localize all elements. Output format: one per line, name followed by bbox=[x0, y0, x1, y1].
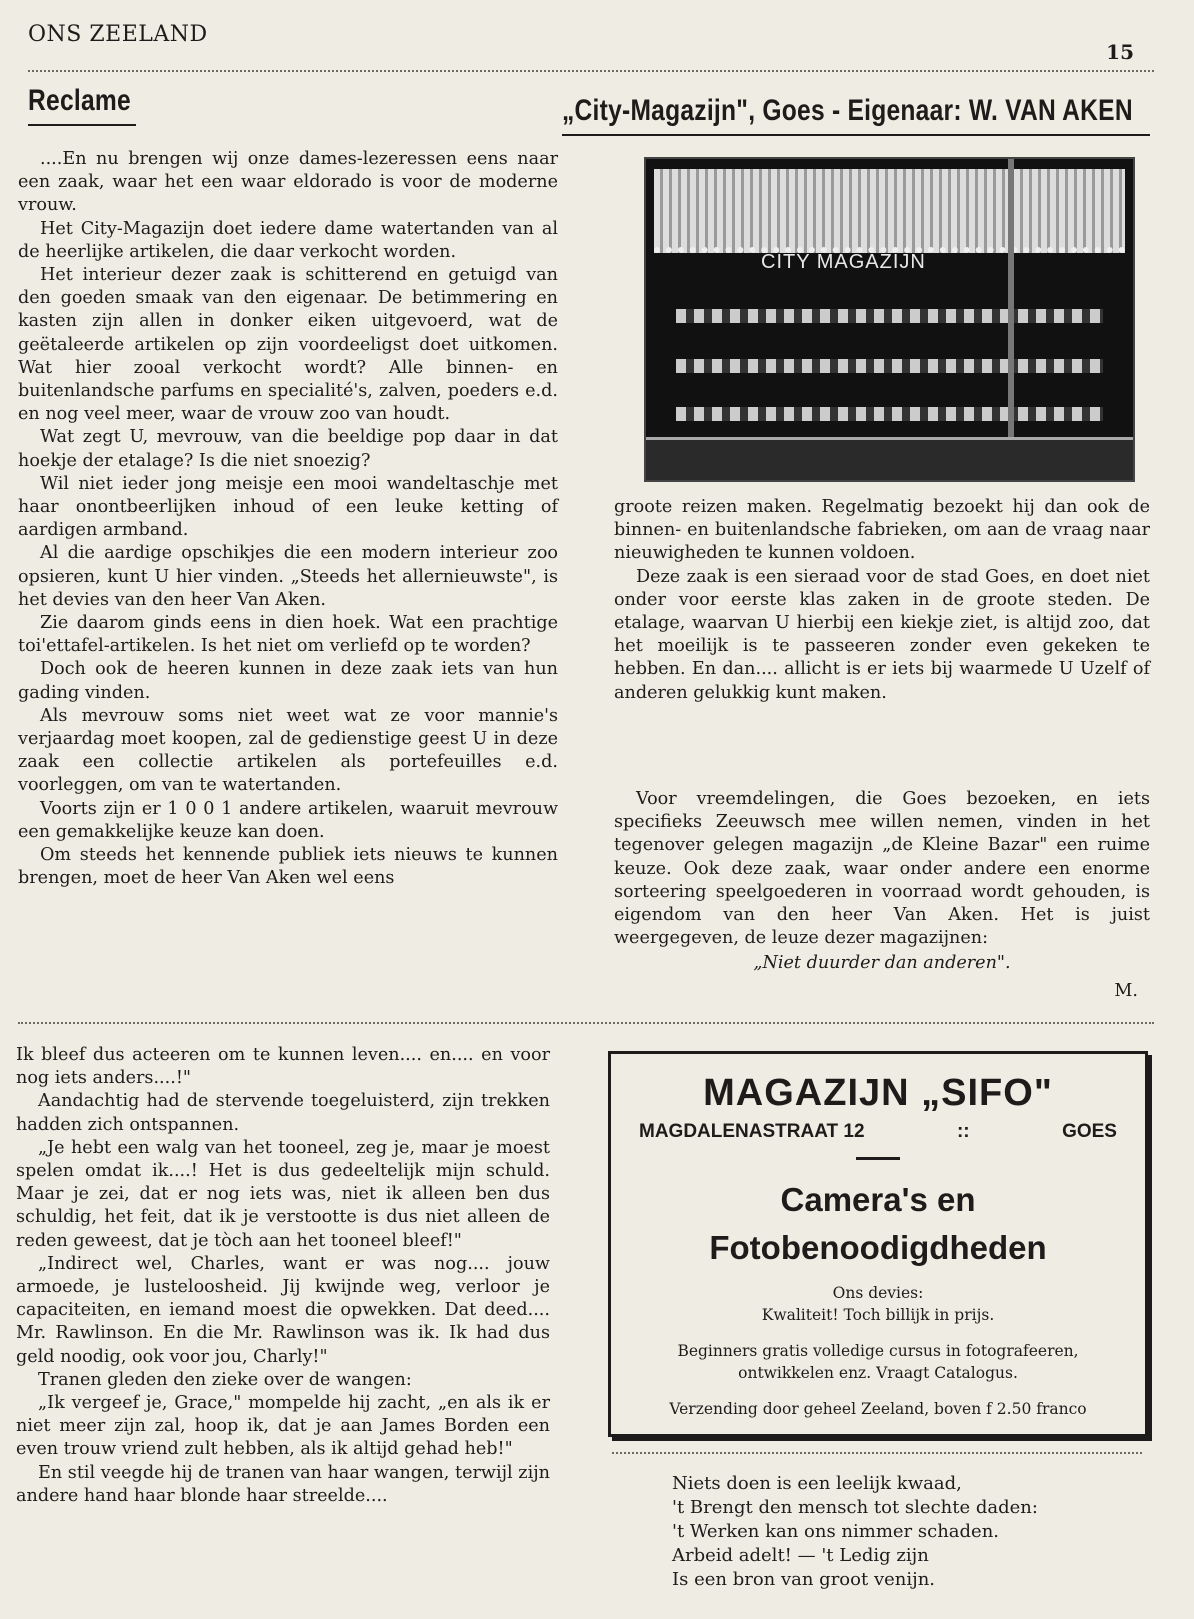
ad-motto-label: Ons devies: bbox=[832, 1284, 924, 1302]
article-left-column bbox=[18, 148, 558, 891]
story-paragraph: „Ik vergeef je, Grace," mompelde hij zacht, „en als ik er niet meer zijn zal, hoop ik, dat je aan James Borden een even trouw vriend zult hebben, als ik altijd gehad heb!" bbox=[16, 1393, 550, 1460]
ad-address bbox=[611, 1121, 1145, 1143]
article-right-column bbox=[614, 496, 1150, 705]
story-paragraph: „Indirect wel, Charles, want er was nog.... jouw armoede, je lusteloosheid. Jij kwijnde weg, verloor je capaciteiten, en iemand moest die opwekken. Dat deed.... Mr. Rawlinson. En die Mr. Rawlinson was ik. Ik had dus geld noodig, ook voor jou, Charly!" bbox=[16, 1253, 550, 1367]
section-title-underline bbox=[28, 124, 136, 126]
story-paragraph: Aandachtig had de stervende toegeluisterd, zijn trekken hadden zich ontspannen. bbox=[16, 1091, 550, 1135]
display-shelf bbox=[676, 309, 1103, 323]
article-paragraph: Doch ook de heeren kunnen in deze zaak iets van hun gading vinden. bbox=[18, 659, 558, 703]
article-paragraph: Deze zaak is een sieraad voor de stad Goes, en doet niet onder voor eerste klas zaken in de groote steden. De etalage, waarvan U hierbij een kiekje ziet, is altijd zoo, dat het moeilijk is te passeeren zonder even gekeken te hebben. En dan.... allicht is er iets bij waarmede U Uzelf of anderen gelukkig kunt maken. bbox=[614, 566, 1150, 703]
article-paragraph: Zie daarom ginds eens in dien hoek. Wat een prachtige toi'ettafel-artikelen. Is het niet om verliefd op te worden? bbox=[18, 613, 558, 657]
article-paragraph: groote reizen maken. Regelmatig bezoekt hij dan ook de binnen- en buitenlandsche fabrieken, om aan de vraag naar nieuwigheden te kunnen voldoen. bbox=[614, 497, 1150, 564]
ad-product-line-1: Camera's en bbox=[780, 1181, 976, 1218]
article-paragraph: Het interieur dezer zaak is schitterend en getuigd van den goeden smaak van den eigenaar. De betimmering en kasten zijn allen in donker eiken uitgevoerd, wat de geëtaleerde artikelen op zijn voordeeligst doet uitkomen. Wat hier zooal verkocht wordt? Alle binnen- en buitenlandsche parfums en specialité's, zalven, poeders e.d. en nog veel meer, waar de vrouw zoo van houdt. bbox=[18, 265, 558, 425]
article-paragraph: Wat zegt U, mevrouw, van die beeldige pop daar in dat hoekje der etalage? Is die niet snoezig? bbox=[18, 427, 558, 471]
article-paragraph: Om steeds het kennende publiek iets nieuws te kunnen brengen, moet de heer Van Aken wel eens bbox=[18, 845, 558, 889]
story-column bbox=[16, 1044, 550, 1508]
article-paragraph: Het City-Magazijn doet iedere dame watertanden van al de heerlijke artikelen, die daar verkocht worden. bbox=[18, 218, 558, 262]
article-paragraph: Als mevrouw soms niet weet wat ze voor mannie's verjaardag moet koopen, zal de gedienstige geest U in deze zaak een collectie artikelen als portefeuilles e.d. voorleggen, om van te watertanden. bbox=[18, 705, 558, 796]
ad-shop-name: MAGAZIJN „SIFO" bbox=[703, 1072, 1053, 1114]
ad-rule bbox=[856, 1157, 900, 1160]
sifo-advertisement bbox=[608, 1051, 1148, 1437]
headline-underline bbox=[562, 134, 1150, 136]
signature: M. bbox=[1114, 980, 1138, 1001]
header-rule bbox=[28, 70, 1154, 72]
slogan: „Niet duurder dan anderen". bbox=[753, 953, 1011, 974]
ad-motto: Kwaliteit! Toch billijk in prijs. bbox=[761, 1306, 995, 1324]
poem bbox=[672, 1472, 1112, 1592]
ad-product-line-2: Fotobenoodigdheden bbox=[709, 1229, 1047, 1266]
ad-city: GOES bbox=[1062, 1121, 1117, 1142]
article-paragraph: Wil niet ieder jong meisje een mooi wandeltaschje met haar onontbeerlijken inhoud of een leuke ketting of aardigen armband. bbox=[18, 473, 558, 541]
page-number: 15 bbox=[1106, 40, 1134, 64]
ad-shipping: Verzending door geheel Zeeland, boven f 2.50 franco bbox=[669, 1400, 1087, 1418]
bazar-section bbox=[614, 788, 1150, 1003]
article-headline: „City-Magazijn", Goes - Eigenaar: W. VAN AKEN bbox=[562, 94, 1133, 127]
section-separator bbox=[18, 1022, 1154, 1024]
ad-separator: :: bbox=[956, 1121, 970, 1142]
display-shelf bbox=[676, 359, 1103, 373]
bazar-paragraph: Voor vreemdelingen, die Goes bezoeken, en iets specifieks Zeeuwsch mee willen nemen, vinden in het tegenover gelegen magazijn „de Kleine Bazar" een ruime keuze. Ook deze zaak, waar onder andere een enorme sorteering speelgoederen in voorraad wordt gehouden, is eigendom van den heer Van Aken. Het is juist weergegeven, de leuze dezer magazijnen: bbox=[614, 789, 1150, 949]
shop-window-photo bbox=[644, 157, 1135, 482]
poem-separator bbox=[612, 1452, 1142, 1454]
ad-street: MAGDALENASTRAAT 12 bbox=[639, 1121, 865, 1142]
ad-course: Beginners gratis volledige cursus in fotografeeren, ontwikkelen enz. Vraagt Catalogus. bbox=[677, 1342, 1079, 1382]
story-paragraph: Tranen gleden den zieke over de wangen: bbox=[38, 1369, 412, 1390]
article-paragraph: ....En nu brengen wij onze dames-lezeressen eens naar een zaak, waar het een waar eldorado is voor de moderne vrouw. bbox=[18, 149, 558, 216]
poem-line: 't Brengt den mensch tot slechte daden: bbox=[672, 1497, 1038, 1518]
display-shelf bbox=[676, 407, 1103, 421]
poem-line: Is een bron van groot venijn. bbox=[672, 1569, 936, 1590]
story-paragraph: En stil veegde hij de tranen van haar wangen, terwijl zijn andere hand haar blonde haar streelde.... bbox=[16, 1462, 550, 1506]
poem-line: Niets doen is een leelijk kwaad, bbox=[672, 1473, 962, 1494]
story-paragraph: „Je hebt een walg van het tooneel, zeg je, maar je moest spelen omdat ik....! Het is dus gedeeltelijk mijn schuld. Maar je zei, dat er nog iets was, niet ik alleen ben dus schuldig, het feit, dat ik je verstootte is dus niet alleen de reden geweest, dat je tòch aan het tooneel bleef!" bbox=[16, 1137, 550, 1251]
section-title: Reclame bbox=[28, 84, 131, 117]
display-floor bbox=[646, 437, 1133, 480]
article-paragraph: Al die aardige opschikjes die een modern interieur zoo opsieren, kunt U hier vinden. „Steeds het allernieuwste", is het devies van den heer Van Aken. bbox=[18, 543, 558, 610]
poem-line: 't Werken kan ons nimmer schaden. bbox=[672, 1521, 1000, 1542]
lace-curtain bbox=[654, 169, 1125, 253]
story-paragraph: Ik bleef dus acteeren om te kunnen leven.... en.... en voor nog iets anders....!" bbox=[16, 1045, 550, 1089]
window-frame-divider bbox=[1008, 159, 1014, 480]
article-paragraph: Voorts zijn er 1 0 0 1 andere artikelen, waaruit mevrouw een gemakkelijke keuze kan doen. bbox=[18, 798, 558, 842]
poem-line: Arbeid adelt! — 't Ledig zijn bbox=[672, 1545, 929, 1566]
running-title: ONS ZEELAND bbox=[28, 22, 208, 47]
shop-sign: CITY MAGAZIJN bbox=[761, 251, 926, 273]
